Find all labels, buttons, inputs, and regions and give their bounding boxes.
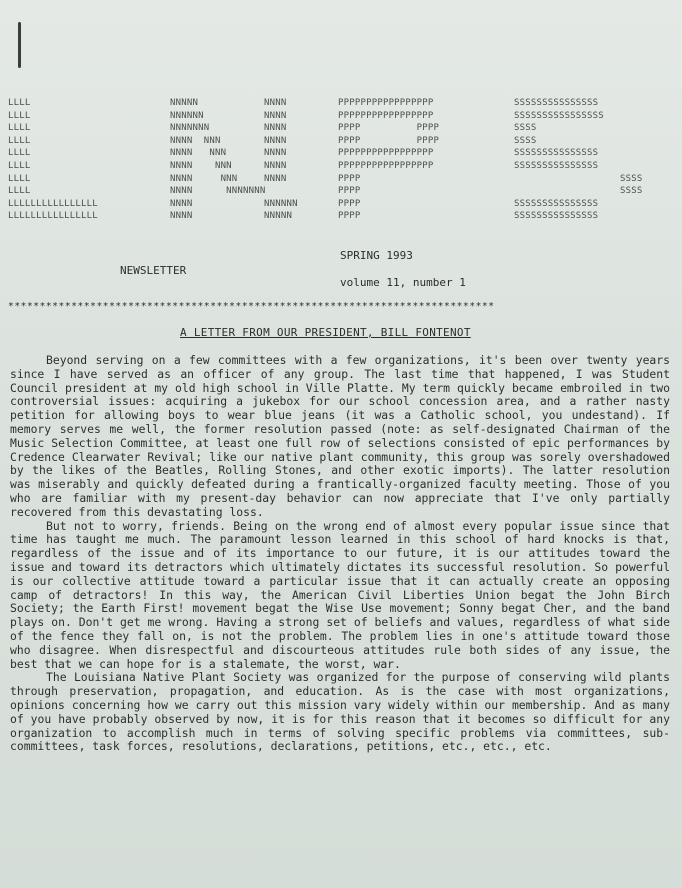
banner-letter-block: NNNNNN <box>170 110 204 121</box>
banner-letter-block: LLLLLLLLLLLLLLLL <box>8 211 98 222</box>
banner-letter-block: NNNN <box>264 98 287 108</box>
banner-letter-block: SSSSSSSSSSSSSSS <box>514 148 599 159</box>
banner-letter-block: NNNN <box>264 161 287 171</box>
banner-letter-block: NNNN <box>170 198 193 209</box>
banner-letter-block: SSSS <box>620 186 643 197</box>
banner-letter-block: SSSSSSSSSSSSSSS <box>514 98 599 108</box>
banner-letter-block: SSSSSSSSSSSSSSS <box>514 211 599 222</box>
banner-letter-block: NNNNN <box>170 98 199 108</box>
banner-letter-block: SSSSSSSSSSSSSSS <box>514 161 599 171</box>
banner-letter-block: PPPPPPPPPPPPPPPPP <box>338 148 434 159</box>
banner-letter-block: SSSS <box>514 135 537 146</box>
banner-letter-block: PPPPPPPPPPPPPPPPP <box>338 110 434 121</box>
banner-letter-block: PPPP <box>338 211 361 222</box>
banner-letter-block: NNNN NNN <box>170 135 221 146</box>
banner-letter-block: NNNN <box>264 148 287 159</box>
newsletter-label: NEWSLETTER <box>120 264 187 277</box>
banner-letter-block: NNNN <box>264 135 287 146</box>
banner-letter-block: LLLL <box>8 135 31 146</box>
banner-letter-block: LLLLLLLLLLLLLLLL <box>8 198 98 209</box>
banner-letter-block: NNNNNNN <box>170 123 210 134</box>
margin-mark <box>18 22 21 68</box>
banner-letter-block: SSSS <box>514 123 537 134</box>
banner-letter-block: NNNN <box>264 110 287 121</box>
banner-letter-block: LLLL <box>8 161 31 171</box>
banner-letter-block: LLLL <box>8 186 31 197</box>
banner-letter-block: NNNN <box>264 173 287 184</box>
volume-number: volume 11, number 1 <box>340 276 466 289</box>
star-divider: ***************************************************************************** <box>8 301 495 312</box>
banner-letter-block: PPPPPPPPPPPPPPPPP <box>338 98 434 108</box>
paragraph: The Louisiana Native Plant Society was organized for the purpose of conserving wild plants through preservation, propagation, and education. As is the case with most organizations, opinions concerning how we carry out this mission vary widely within our membership. And as many of you have probably observed by now, it is for this reason that it becomes so difficult for any organization to accomplish much in terms of solving specific problems via committees, sub-committees, task forces, resolutions, declarations, petitions, etc., etc., etc. <box>10 670 670 754</box>
banner-letter-block: LLLL <box>8 123 31 134</box>
banner-letter-block: LLLL <box>8 148 31 159</box>
banner-letter-block: LLLL <box>8 98 31 108</box>
banner-letter-block: PPPP <box>338 198 361 209</box>
banner-letter-block: NNNNN <box>264 211 293 222</box>
banner-letter-block: NNNNNN <box>264 198 298 209</box>
banner-letter-block: SSSS <box>620 173 643 184</box>
banner-letter-block: NNNN NNNNNNN <box>170 186 266 197</box>
article-body <box>10 354 670 754</box>
banner-letter-block: LLLL <box>8 110 31 121</box>
banner-letter-block: NNNN NNN <box>170 148 227 159</box>
banner-letter-block: SSSSSSSSSSSSSSS <box>514 198 599 209</box>
banner-letter-block: NNNN <box>264 123 287 134</box>
banner-letter-block: SSSSSSSSSSSSSSSS <box>514 110 604 121</box>
banner-letter-block: PPPP <box>338 173 361 184</box>
banner-letter-block: LLLL <box>8 173 31 184</box>
issue-date: SPRING 1993 <box>340 249 413 262</box>
banner-letter-block: NNNN <box>170 211 193 222</box>
banner-letter-block: NNNN NNN <box>170 161 232 171</box>
article-title: A LETTER FROM OUR PRESIDENT, BILL FONTENOT <box>180 326 471 339</box>
paragraph: Beyond serving on a few committees with a few organizations, it's been over twenty years since I have served as an officer of any group. The last time that happened, I was Student Council president at my old high school in Ville Platte. My term quickly became embroiled in two controversial issues: acquiring a jukebox for our school concession area, and a rather nasty petition for allowing boys to wear blue jeans (it was a Catholic school, you undestand). If memory serves me well, the former resolution passed (note: as self-designated Chairman of the Music Selection Committee, at least one full row of selections consisted of epic performances by Credence Clearwater Revival; like our native plant community, this group was sorely overshadowed by the likes of the Beatles, Rolling Stones, and other exotic imports). The latter resolution was miserably and quickly defeated during a frantically-organized faculty meeting. Those of you who are familiar with my present-day behavior can now appreciate that I've only partially recovered from this devastating loss. <box>10 353 670 519</box>
banner-letter-block: PPPP PPPP <box>338 123 440 134</box>
paragraph: But not to worry, friends. Being on the wrong end of almost every popular issue since that time has taught me much. The paramount lesson learned in this school of hard knocks is that, regardless of the issue and of its importance to our future, it is our attitudes toward the issue and toward its detractors which ultimately dictates its successful resolution. So powerful is our collective attitude toward a particular issue that it can actually create an opposing camp of detractors! In this way, the American Civil Liberties Union begat the John Birch Society; the Earth First! movement begat the Wise Use movement; Sonny begat Cher, and the band plays on. Don't get me wrong. Having a strong set of beliefs and values, regardless of what side of the fence they fall on, is not the problem. The problem lies in one's attitude toward those who disagree. When disrespectful and discourteous attitudes rule both sides of any issue, the best that we can hope for is a stalemate, the worst, war. <box>10 518 670 671</box>
banner-letter-block: PPPP <box>338 186 361 197</box>
banner-letter-block: NNNN NNN <box>170 173 238 184</box>
banner-letter-block: PPPPPPPPPPPPPPPPP <box>338 161 434 171</box>
banner-letter-block: PPPP PPPP <box>338 135 440 146</box>
